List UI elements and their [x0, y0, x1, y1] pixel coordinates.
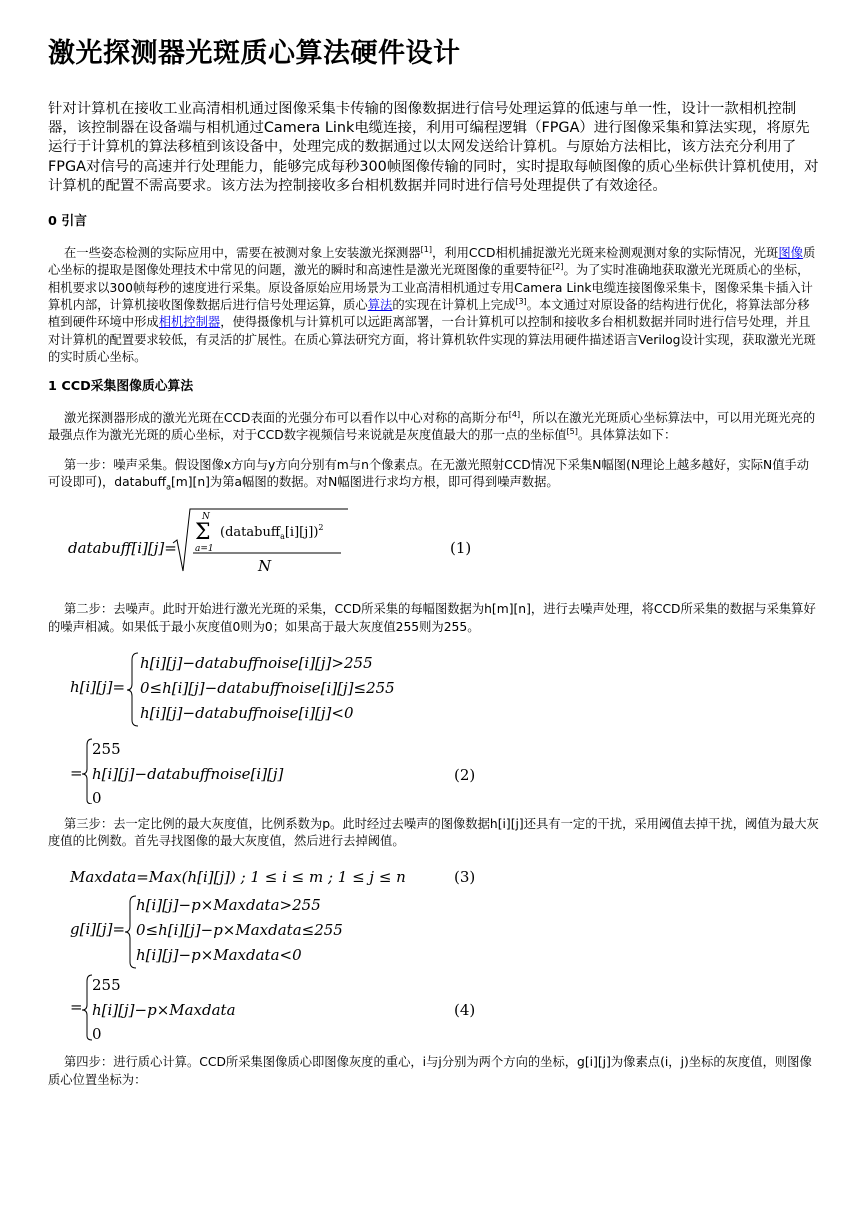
citation-ref[interactable]: [4] — [508, 410, 521, 419]
eq1-sum-bottom: a=1 — [195, 544, 214, 555]
eq4-result1: 255 — [92, 976, 121, 995]
eq4-number: (4) — [454, 1001, 476, 1020]
eq1-sum-symbol: Σ — [195, 520, 211, 546]
abstract: 针对计算机在接收工业高清相机通过图像采集卡传输的图像数据进行信号处理运算的低速与单一性，设计一款相机控制器，该控制器在设备端与相机通过Camera Link电缆连接，利用可编程逻辑（FPGA）进行图像采集和算法实现，将原先运行于计算机的算法移植到该设备中，处理完成的数据通过以太网发送给计算机。与原始方法相比，该方法充分利用了FPGA对信号的高速并行处理能力，能够完成每秒300帧图像传输的同时，实时提取每帧图像的质心坐标供计算机使用，对计算机的配置不需高要求。该方法为控制接收多台相机数据并同时进行信号处理提供了有效途径。 — [48, 101, 819, 194]
eq2-result2: h[i][j]−databuffnoise[i][j] — [92, 764, 284, 783]
step1-paragraph: 第一步：噪声采集。假设图像x方向与y方向分别有m与n个像素点。在无激光照射CCD情况下采集N幅图(N理论上越多越好，实际N值手动可设即可)，databuff$_a$[m][n]为第a幅图的数据。对N幅图进行求均方根，即可得到噪声数据。 — [48, 457, 810, 492]
section-heading-intro: 0 引言 — [48, 214, 87, 230]
equation-1 — [48, 503, 820, 589]
eq2-result3: 0 — [92, 788, 102, 804]
eq4-case2: 0≤h[i][j]−p×Maxdata≤255 — [136, 921, 343, 940]
eq1-sum-top: N — [202, 512, 210, 523]
eq2-case1: h[i][j]−databuffnoise[i][j]>255 — [140, 653, 373, 672]
citation-ref[interactable]: [1] — [420, 244, 432, 254]
citation-ref[interactable]: [2] — [552, 262, 564, 272]
step4-paragraph: 第四步：进行质心计算。CCD所采集图像质心即图像灰度的重心，i与j分别为两个方向的坐标，g[i][j]为像素点(i，j)坐标的灰度值，则图像质心位置坐标为： — [48, 1055, 812, 1087]
step3-paragraph: 第三步：去一定比例的最大灰度值，比例系数为p。此时经过去噪声的图像数据h[i][j]还具有一定的干扰，采用阈值去掉干扰，阈值为最大灰度值的比例数。首先寻找图像的最大灰度值，然后进行去掉阈值。 — [48, 816, 819, 849]
eq4-case3: h[i][j]−p×Maxdata<0 — [136, 946, 302, 965]
eq4-result3: 0 — [92, 1025, 102, 1043]
eq2-case2: 0≤h[i][j]−databuffnoise[i][j]≤255 — [140, 678, 395, 697]
svg-text:(databuffa[i][j])2: (databuff$_a$[i][j])$^2$ — [220, 523, 324, 542]
link-camera-controller[interactable]: 相机控制器 — [158, 315, 221, 330]
section-heading-1: 1 CCD采集图像质心算法 — [48, 379, 194, 395]
eq2-equals: = — [70, 763, 83, 782]
eq2-result1: 255 — [92, 739, 121, 758]
eq4-case1: h[i][j]−p×Maxdata>255 — [136, 896, 321, 915]
link-algorithm[interactable]: 算法 — [367, 297, 393, 312]
eq3: Maxdata=Max(h[i][j]) ; 1 ≤ i ≤ m ; 1 ≤ j ≤ n — [70, 868, 406, 887]
eq1-number: (1) — [450, 539, 472, 558]
eq1-lhs: databuff[i][j]= — [68, 539, 177, 558]
eq1-denominator: N — [258, 557, 272, 576]
article — [48, 34, 820, 1101]
link-image[interactable]: 图像 — [778, 246, 803, 261]
eq3-number: (3) — [454, 868, 476, 887]
step2-paragraph: 第二步：去噪声。此时开始进行激光光斑的采集，CCD所采集的每幅图数据为h[m][n]，进行去噪声处理，将CCD所采集的数据与采集算好的噪声相减。如果低于最小灰度值0则为0；如果高于最大灰度值255则为255。 — [48, 602, 816, 634]
eq2-number: (2) — [454, 765, 476, 784]
article-title: 激光探测器光斑质心算法硬件设计 — [48, 38, 461, 69]
eq2-lhs: h[i][j]= — [70, 677, 126, 696]
citation-ref[interactable]: [5] — [566, 427, 578, 437]
equation-2 — [48, 648, 820, 804]
eq4-result2: h[i][j]−p×Maxdata — [92, 1001, 236, 1020]
eq2-case3: h[i][j]−databuffnoise[i][j]<0 — [140, 703, 354, 722]
eq4-equals: = — [70, 998, 83, 1017]
equation-3-4 — [48, 862, 820, 1042]
citation-ref[interactable]: [3] — [515, 296, 527, 306]
eq4-lhs: g[i][j]= — [70, 920, 126, 939]
section1-paragraph: 激光探测器形成的激光光斑在CCD表面的光强分布可以看作以中心对称的高斯分布[4]，所以在激光光斑质心坐标算法中，可以用光斑光亮的最强点作为激光光斑的质心坐标，对于CCD数字视频信号来说就是灰度值最大的那一点的坐标值[5]。具体算法如下： — [48, 410, 816, 443]
intro-paragraph: 在一些姿态检测的实际应用中，需要在被测对象上安装激光探测器[1]，利用CCD相机捕捉激光光斑来检测观测对象的实际情况，光斑图像质心坐标的提取是图像处理技术中常见的问题，激光的瞬时和高速性是激光光斑图像的重要特征[2]。为了实时准确地获取激光光斑质心的坐标，相机要求以300帧每秒的速度进行采集。原设备原始应用场景为工业高清相机通过专用Camera Link电缆连接图像采集卡，图像采集卡插入计算机内部，计算机接收图像数据后进行信号处理运算，质心算法的实现在计算机上完成[3]。本文通过对原设备的结构进行优化，将算法部分移植到硬件环境中形成相机控制器，使得摄像机与计算机可以远距离部署，一台计算机可以控制和接收多台相机数据并同时进行信号处理，并且对计算机的配置要求较低，有灵活的扩展性。在质心算法研究方面，将计算机软件实现的算法用硬件描述语言Verilog设计实现，获取激光光斑的实时质心坐标。 — [48, 244, 816, 364]
